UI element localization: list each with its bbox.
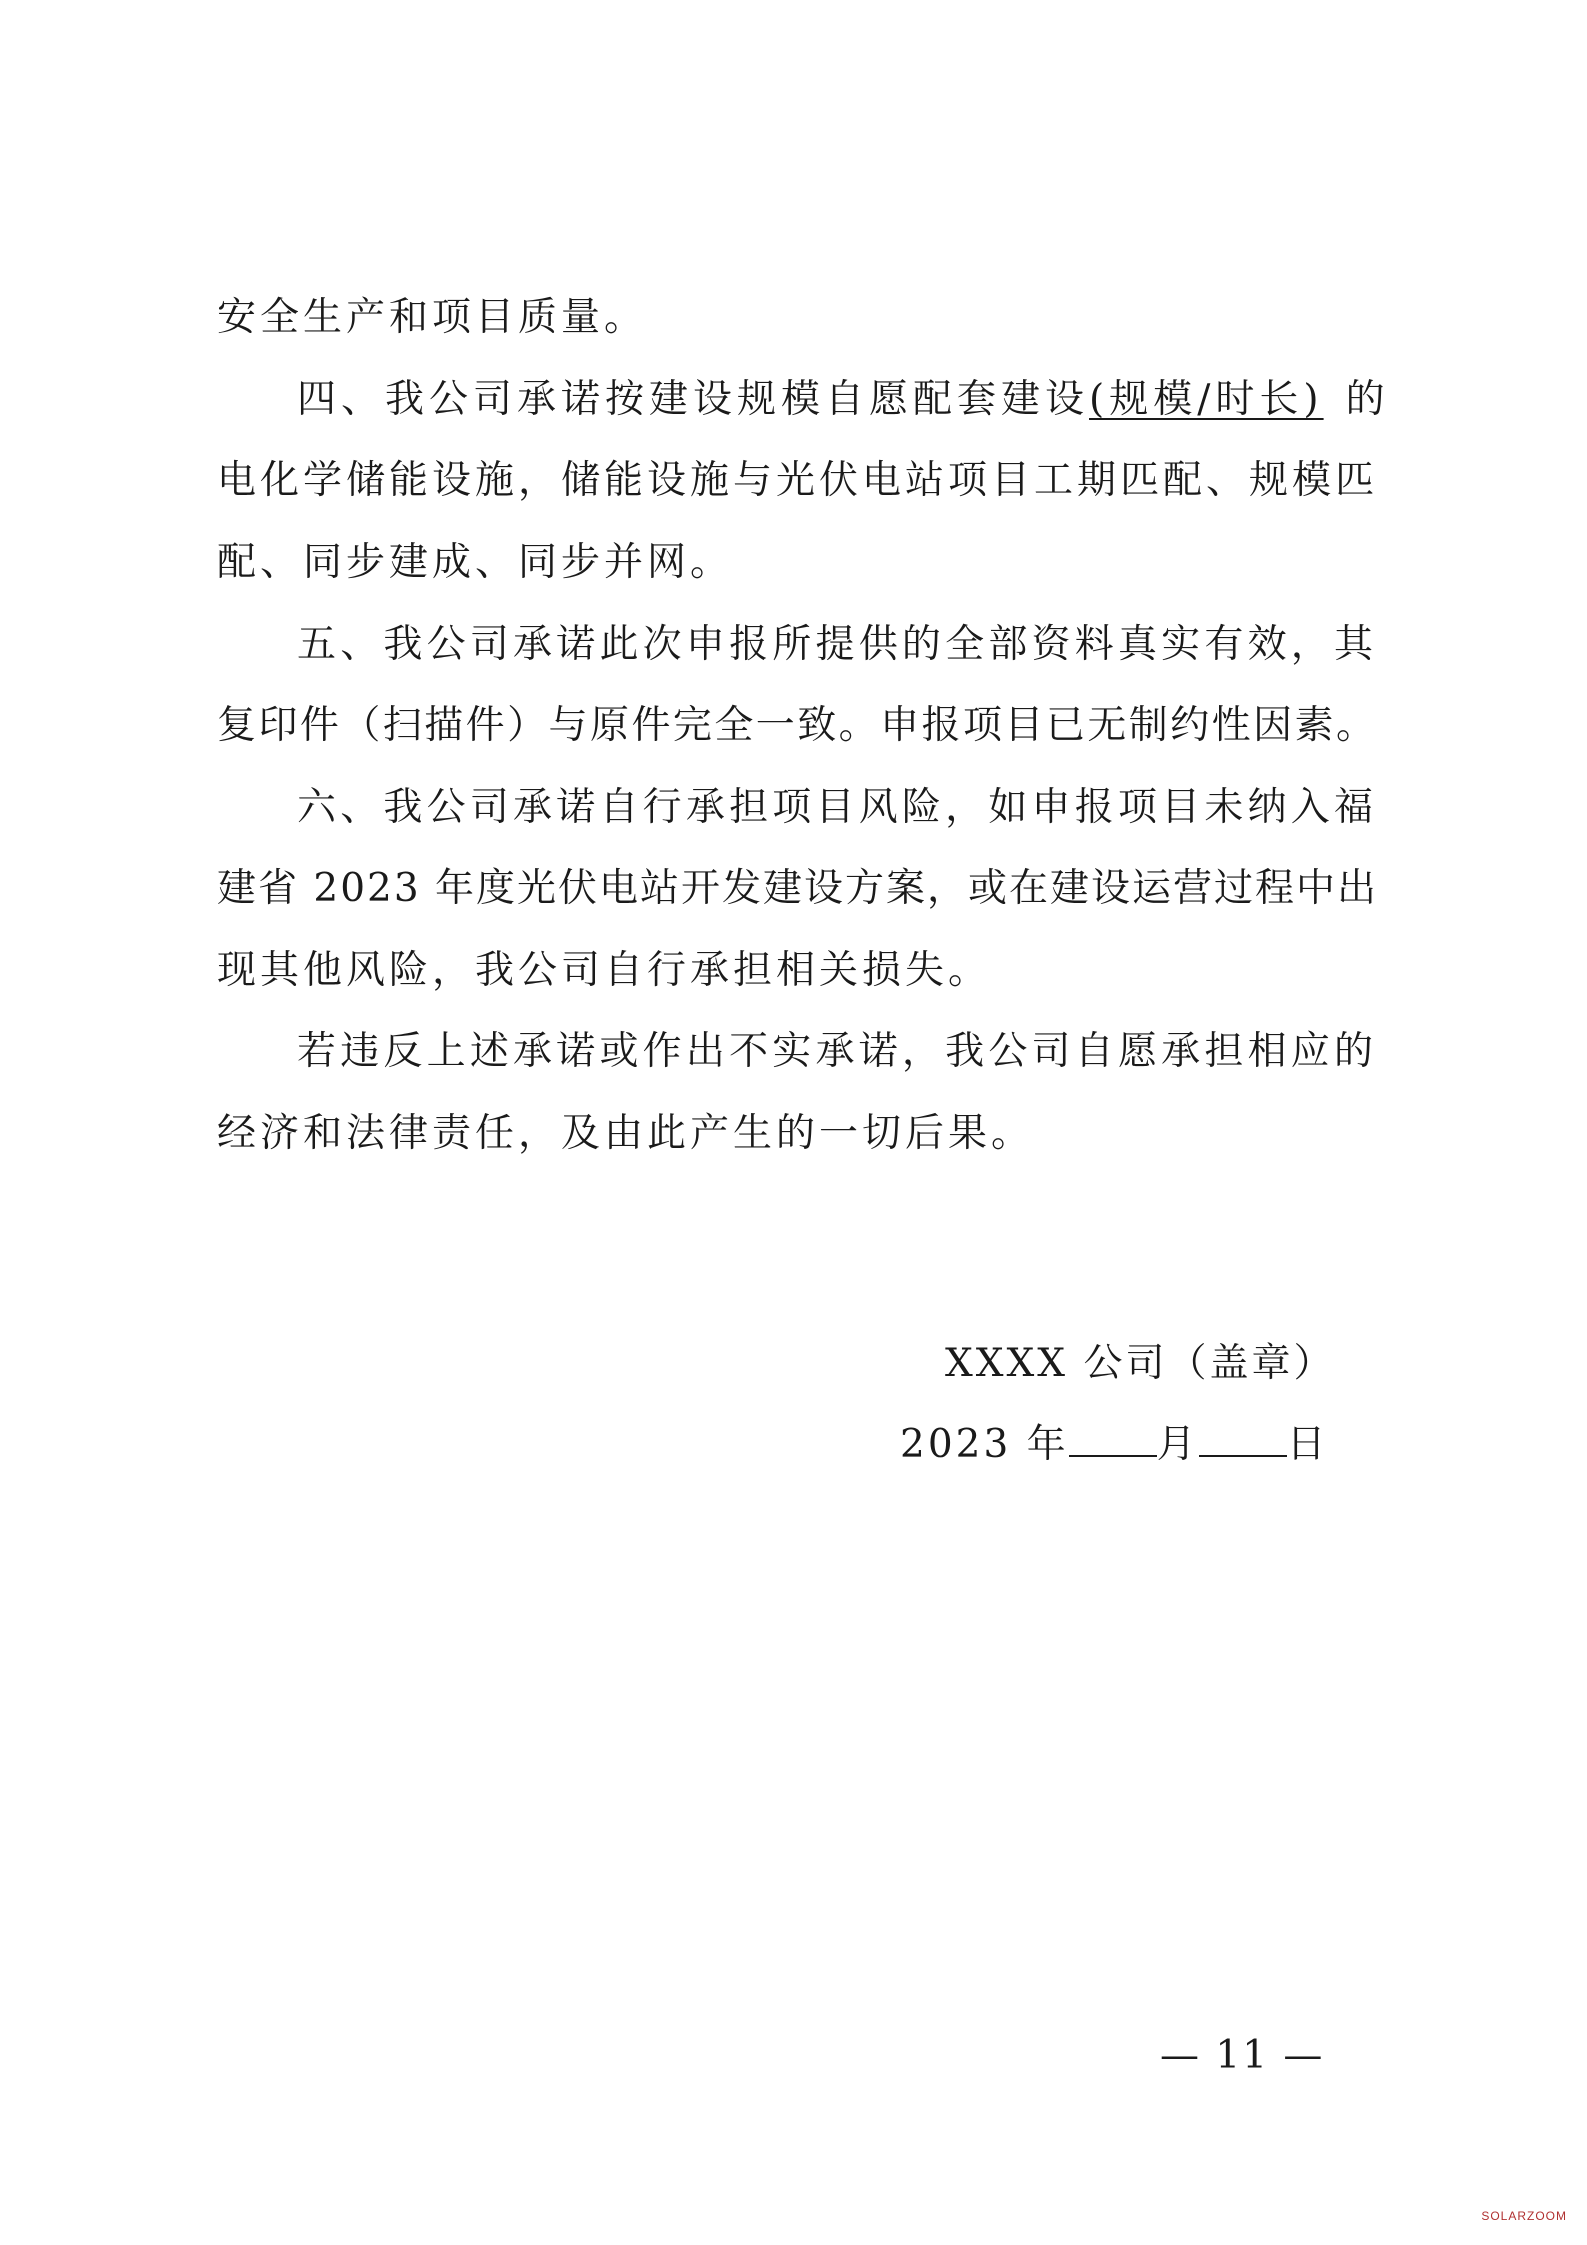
- paragraph-line: 六、我公司承诺自行承担项目风险，如申报项目未纳入福: [297, 785, 1377, 830]
- paragraph-line: 若违反上述承诺或作出不实承诺，我公司自愿承担相应的: [297, 1029, 1377, 1074]
- paragraph-line: 建省 2023 年度光伏电站开发建设方案，或在建设运营过程中出: [217, 866, 1379, 911]
- month-blank[interactable]: [1069, 1425, 1157, 1457]
- company-seal-line: XXXX 公司（盖章）: [945, 1341, 1336, 1386]
- watermark: SOLARZOOM: [1481, 2209, 1567, 2223]
- paragraph-line: [297, 377, 1390, 422]
- date-month: 月: [1156, 1422, 1199, 1467]
- day-blank[interactable]: [1199, 1425, 1287, 1457]
- paragraph-line: 电化学储能设施，储能设施与光伏电站项目工期匹配、规模匹: [217, 458, 1379, 503]
- paragraph-line: 配、同步建成、同步并网。: [217, 540, 734, 585]
- scale-duration-field: (规模/时长): [1089, 377, 1324, 422]
- paragraph-line: 现其他风险，我公司自行承担相关损失。: [217, 948, 992, 993]
- clause-four-text: 四、我公司承诺按建设规模自愿配套建设: [297, 377, 1090, 422]
- clause-four-suffix: 的: [1345, 377, 1390, 422]
- date-year: 2023 年: [900, 1422, 1069, 1467]
- paragraph-line: 复印件（扫描件）与原件完全一致。申报项目已无制约性因素。: [217, 703, 1377, 748]
- date-day: 日: [1286, 1422, 1329, 1467]
- paragraph-line: 安全生产和项目质量。: [217, 295, 648, 340]
- page-number: — 11 —: [1160, 2033, 1325, 2078]
- paragraph-line: 经济和法律责任，及由此产生的一切后果。: [217, 1111, 1035, 1156]
- signature-date: [900, 1422, 1329, 1467]
- paragraph-line: 五、我公司承诺此次申报所提供的全部资料真实有效，其: [297, 622, 1377, 667]
